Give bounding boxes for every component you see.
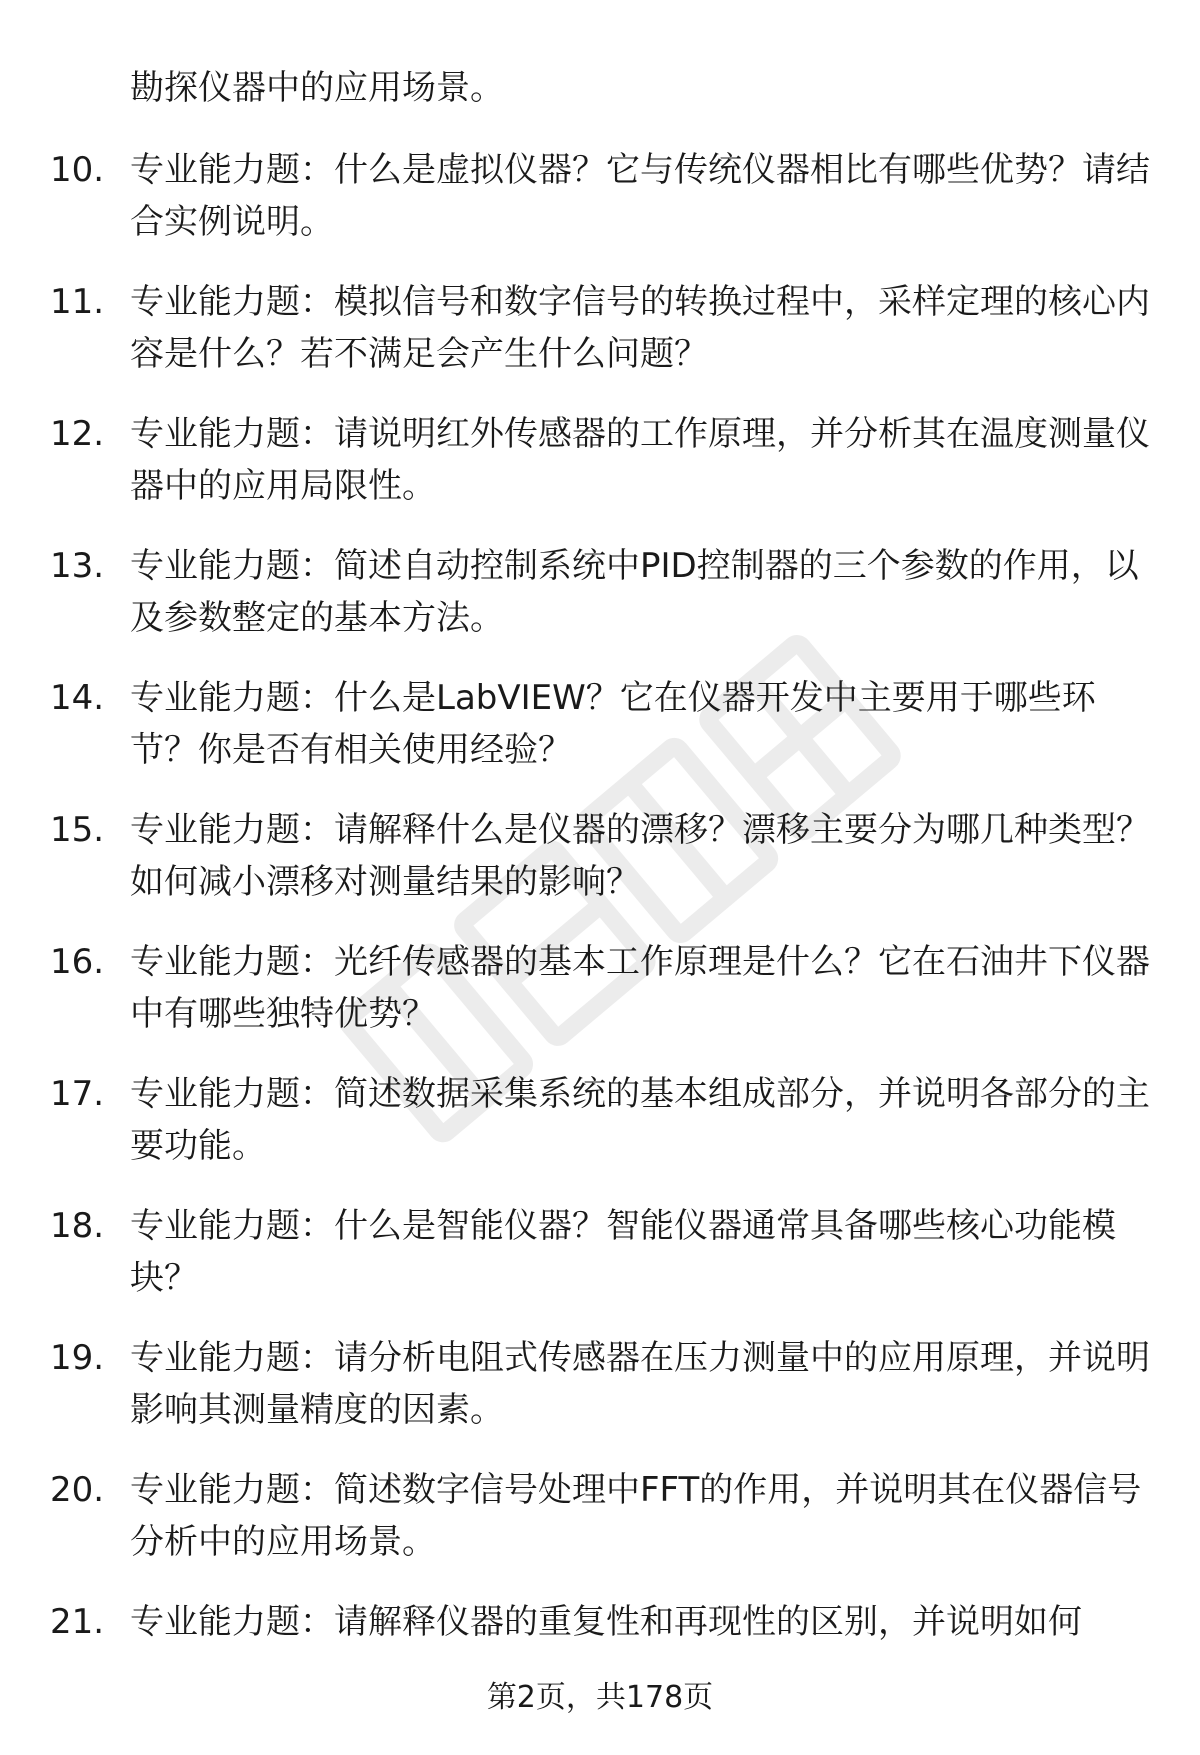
- question-item: [0, 528, 1200, 660]
- question-number: 11.: [50, 282, 105, 322]
- question-number: 21.: [50, 1602, 105, 1642]
- page-footer: 第2页，共178页: [486, 1680, 714, 1715]
- question-text: 专业能力题：什么是虚拟仪器？它与传统仪器相比有哪些优势？请结合实例说明。: [130, 150, 1150, 242]
- continuation-text: 勘探仪器中的应用场景。: [130, 68, 504, 108]
- question-number: 18.: [50, 1206, 105, 1246]
- question-text: 专业能力题：简述自动控制系统中PID控制器的三个参数的作用，以及参数整定的基本方法。: [130, 546, 1139, 638]
- question-item: [0, 1188, 1200, 1320]
- question-number: 13.: [50, 546, 105, 586]
- question-item: [0, 132, 1200, 264]
- question-text: 专业能力题：什么是智能仪器？智能仪器通常具备哪些核心功能模块？: [130, 1206, 1116, 1298]
- question-item: [0, 660, 1200, 792]
- question-text: 专业能力题：什么是LabVIEW？它在仪器开发中主要用于哪些环节？你是否有相关使用经验？: [130, 678, 1096, 770]
- question-text: 专业能力题：请分析电阻式传感器在压力测量中的应用原理，并说明影响其测量精度的因素。: [130, 1338, 1150, 1430]
- question-number: 15.: [50, 810, 105, 850]
- question-item: [0, 264, 1200, 396]
- question-text: 专业能力题：请说明红外传感器的工作原理，并分析其在温度测量仪器中的应用局限性。: [130, 414, 1150, 506]
- question-number: 12.: [50, 414, 105, 454]
- question-number: 19.: [50, 1338, 105, 1378]
- question-list: [0, 132, 1200, 1716]
- question-text: 专业能力题：光纤传感器的基本工作原理是什么？它在石油井下仪器中有哪些独特优势？: [130, 942, 1150, 1034]
- question-number: 16.: [50, 942, 105, 982]
- question-item: [0, 792, 1200, 924]
- question-text: 专业能力题：请解释什么是仪器的漂移？漂移主要分为哪几种类型？如何减小漂移对测量结果的影响？: [130, 810, 1150, 902]
- question-text: 专业能力题：模拟信号和数字信号的转换过程中，采样定理的核心内容是什么？若不满足会产生什么问题？: [130, 282, 1150, 374]
- question-text: 专业能力题：请解释仪器的重复性和再现性的区别，并说明如何: [130, 1602, 1082, 1642]
- question-number: 14.: [50, 678, 105, 718]
- question-item: [0, 1320, 1200, 1452]
- question-text: 专业能力题：简述数据采集系统的基本组成部分，并说明各部分的主要功能。: [130, 1074, 1150, 1166]
- question-number: 10.: [50, 150, 105, 190]
- question-text: 专业能力题：简述数字信号处理中FFT的作用，并说明其在仪器信号分析中的应用场景。: [130, 1470, 1142, 1562]
- question-item: [0, 924, 1200, 1056]
- question-number: 17.: [50, 1074, 105, 1114]
- question-number: 20.: [50, 1470, 105, 1510]
- question-item: [0, 396, 1200, 528]
- question-item: [0, 1056, 1200, 1188]
- question-item: [0, 1452, 1200, 1584]
